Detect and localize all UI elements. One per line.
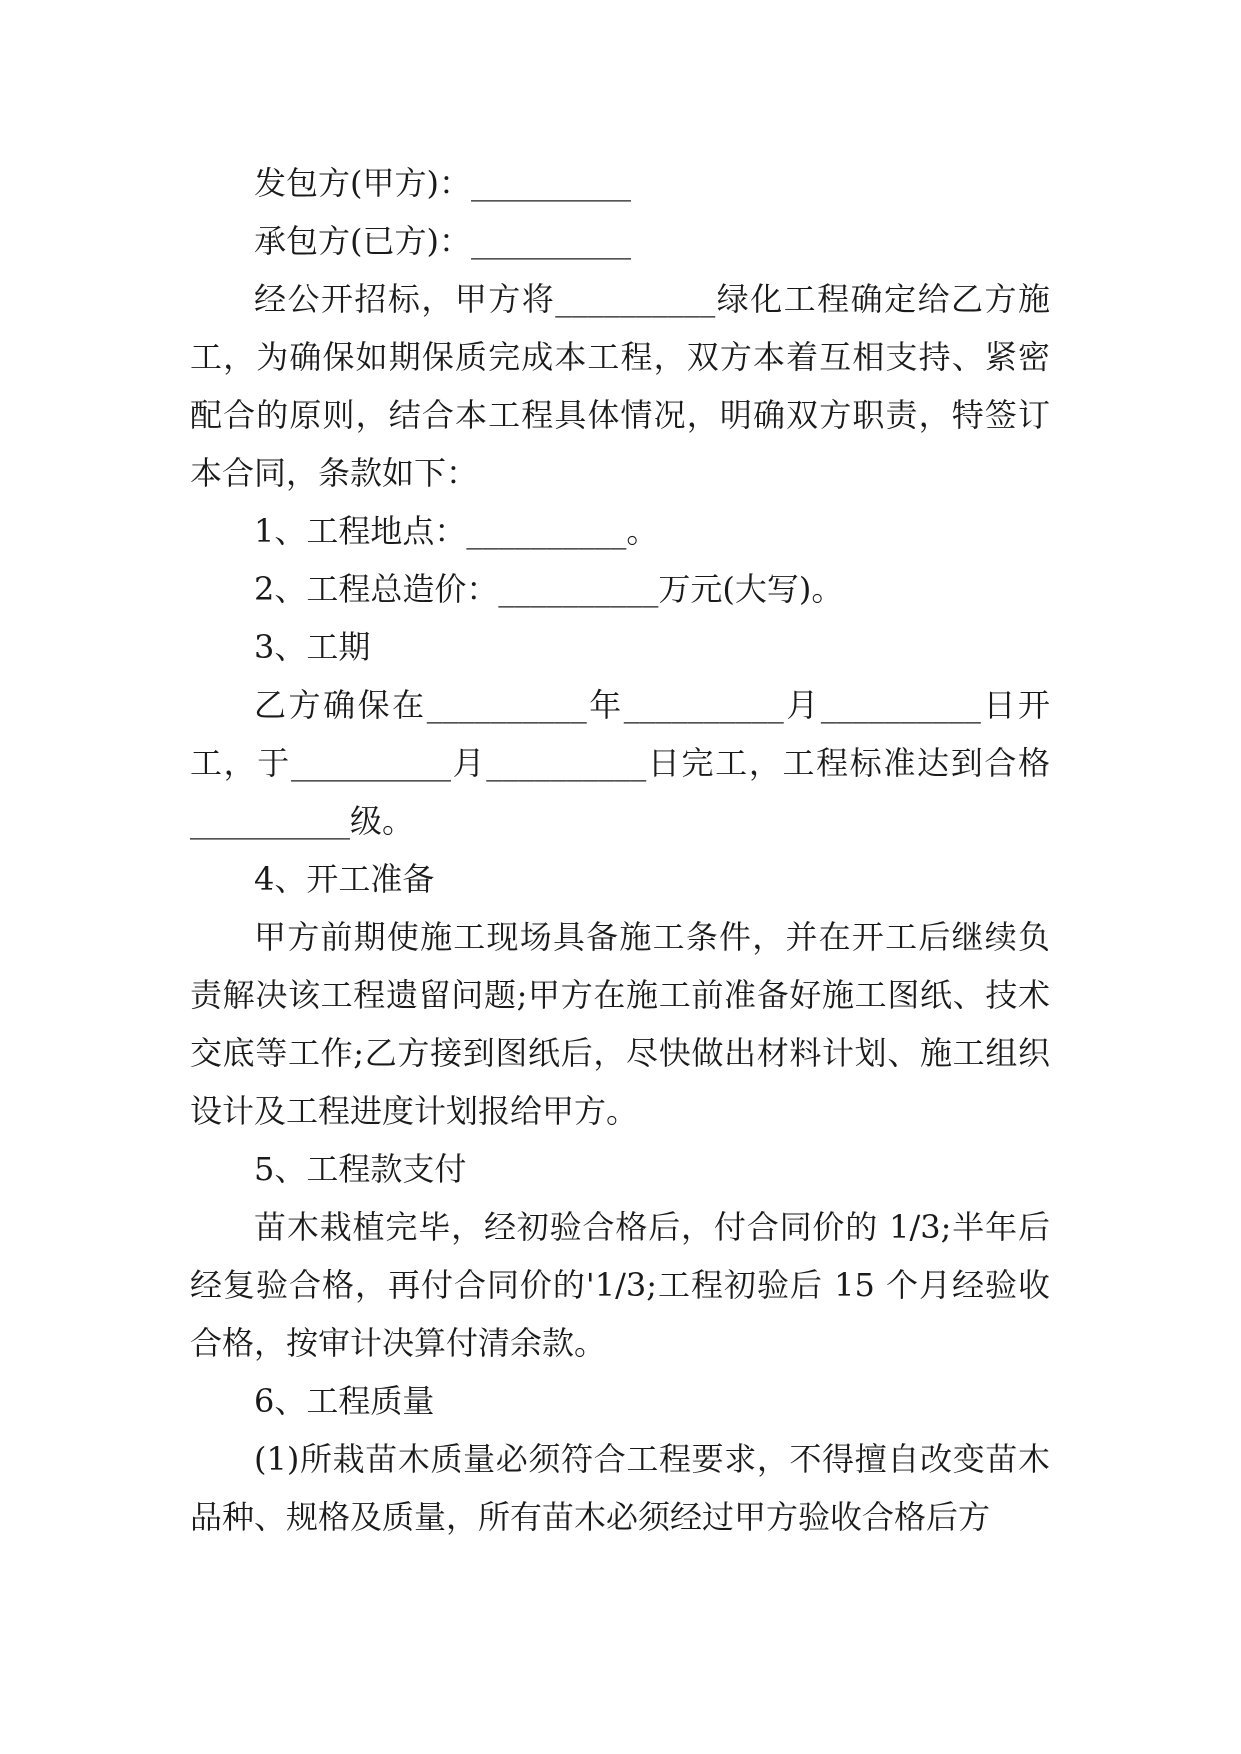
clause-5-heading: 5、工程款支付 xyxy=(254,1150,467,1188)
clause-3-schedule: 乙方确保在__________年__________月__________日开工，于__________月__________日完工，工程标准达到合格__________级。 xyxy=(190,686,1050,840)
clause-4-heading: 4、开工准备 xyxy=(254,860,435,898)
party-b-line: 承包方(已方)：__________ xyxy=(254,222,631,260)
clause-1-location: 1、工程地点：__________。 xyxy=(254,512,659,550)
clause-3-heading: 3、工期 xyxy=(254,628,371,666)
party-a-line: 发包方(甲方)：__________ xyxy=(254,164,631,202)
clause-2-price: 2、工程总造价：__________万元(大写)。 xyxy=(254,570,844,608)
clause-6-heading: 6、工程质量 xyxy=(254,1382,435,1420)
intro-paragraph: 经公开招标，甲方将__________绿化工程确定给乙方施工，为确保如期保质完成本工程，双方本着互相支持、紧密配合的原则，结合本工程具体情况，明确双方职责，特签订本合同，条款如下： xyxy=(190,280,1050,492)
clause-4-body: 甲方前期使施工现场具备施工条件，并在开工后继续负责解决该工程遗留问题;甲方在施工前准备好施工图纸、技术交底等工作;乙方接到图纸后，尽快做出材料计划、施工组织设计及工程进度计划报给甲方。 xyxy=(190,918,1050,1130)
clause-5-body: 苗木栽植完毕，经初验合格后，付合同价的 1/3;半年后经复验合格，再付合同价的'1/3;工程初验后 15 个月经验收合格，按审计决算付清余款。 xyxy=(190,1208,1050,1362)
document-body xyxy=(190,154,1050,1546)
clause-6-item-1: (1)所栽苗木质量必须符合工程要求，不得擅自改变苗木品种、规格及质量，所有苗木必须经过甲方验收合格后方 xyxy=(190,1440,1050,1536)
